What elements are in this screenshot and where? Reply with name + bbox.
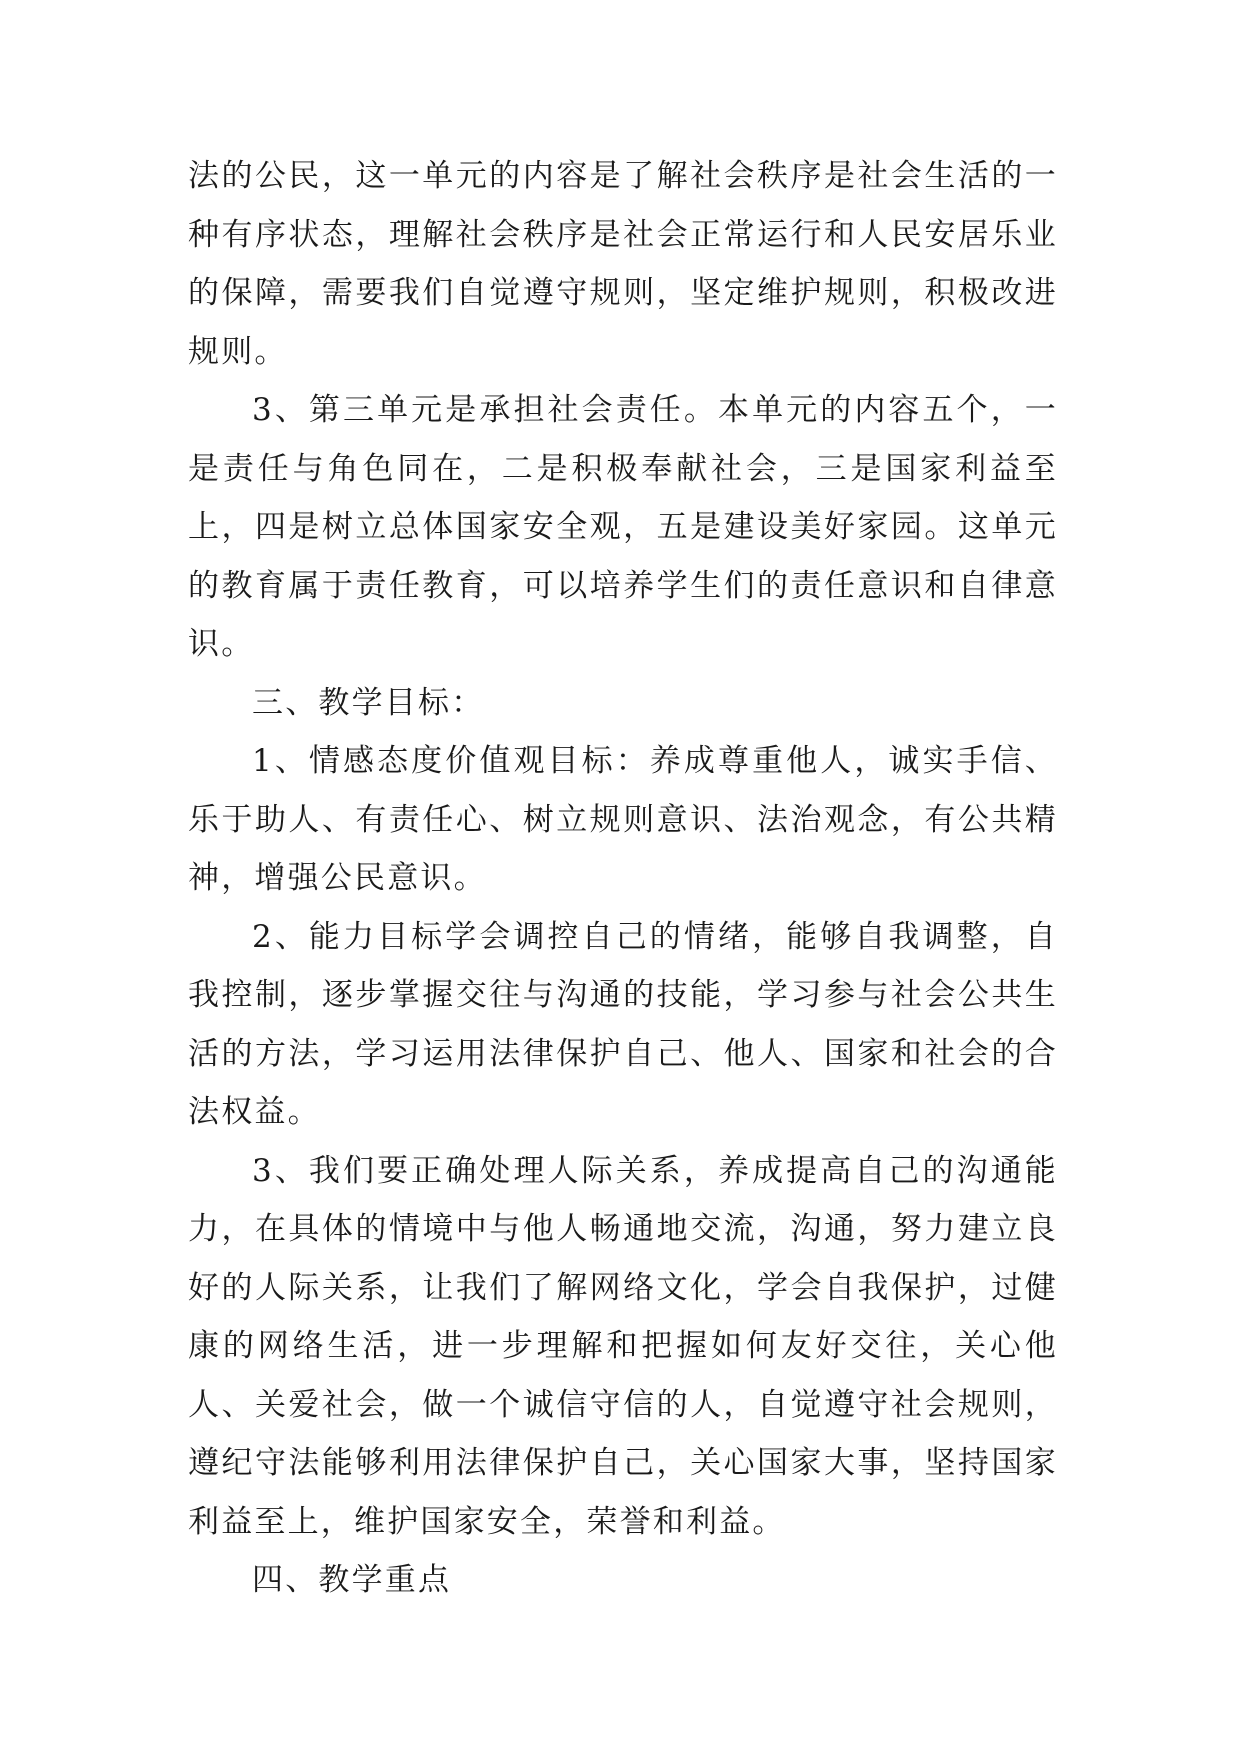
paragraph-goal-one: 1、情感态度价值观目标：养成尊重他人，诚实手信、乐于助人、有责任心、树立规则意识、法治观念，有公共精神，增强公民意识。 [188, 743, 1058, 896]
paragraph-goal-two: 2、能力目标学会调控自己的情绪，能够自我调整，自我控制，逐步掌握交往与沟通的技能，学习参与社会公共生活的方法，学习运用法律保护自己、他人、国家和社会的合法权益。 [188, 918, 1058, 1130]
heading-teaching-focus: 四、教学重点 [252, 1562, 452, 1598]
heading-teaching-goals: 三、教学目标： [252, 684, 485, 721]
paragraph-goal-three: 3、我们要正确处理人际关系，养成提高自己的沟通能力，在具体的情境中与他人畅通地交流，沟通，努力建立良好的人际关系，让我们了解网络文化，学会自我保护，过健康的网络生活，进一步理解和把握如何友好交往，关心他人、关爱社会，做一个诚信守信的人，自觉遵守社会规则，遵纪守法能够利用法律保护自己，关心国家大事，坚持国家利益至上，维护国家安全，荣誉和利益。 [188, 1152, 1058, 1540]
document-body [188, 147, 1058, 1610]
paragraph-unit-three: 3、第三单元是承担社会责任。本单元的内容五个，一是责任与角色同在，二是积极奉献社会，三是国家利益至上，四是树立总体国家安全观，五是建设美好家园。这单元的教育属于责任教育，可以培养学生们的责任意识和自律意识。 [188, 392, 1058, 662]
paragraph-continuation: 法的公民，这一单元的内容是了解社会秩序是社会生活的一种有序状态，理解社会秩序是社会正常运行和人民安居乐业的保障，需要我们自觉遵守规则，坚定维护规则，积极改进规则。 [188, 158, 1058, 370]
